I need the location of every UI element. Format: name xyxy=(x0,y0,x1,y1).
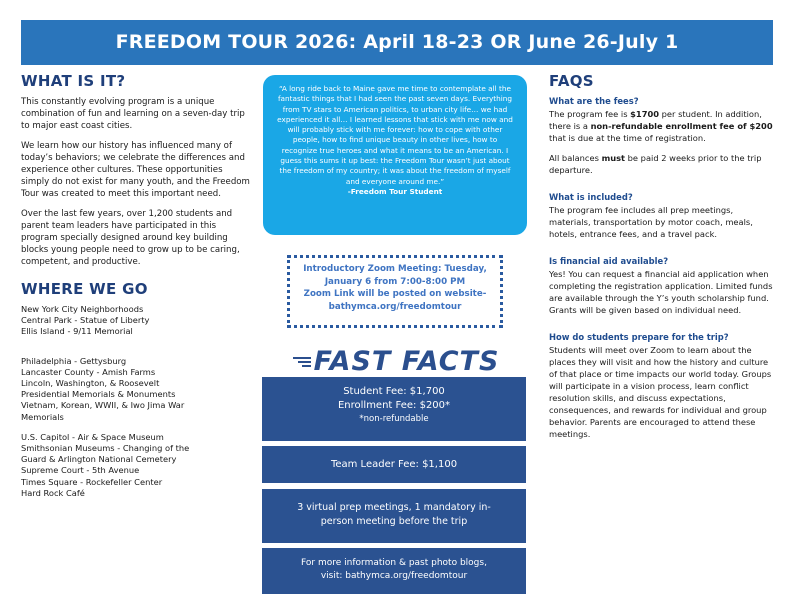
place-item: Hard Rock Café xyxy=(21,487,85,498)
place-item: New York City Neighborhoods xyxy=(21,304,144,314)
page-title: FREEDOM TOUR 2026: April 18-23 OR June 26-July 1 xyxy=(115,31,679,53)
meetings-fact-box xyxy=(262,489,526,543)
enrollment-fee: Enrollment Fee: $200* xyxy=(337,400,451,411)
place-item: Times Square - Rockefeller Center xyxy=(21,476,163,487)
speed-lines-icon xyxy=(293,356,311,366)
student-quote-author: -Freedom Tour Student xyxy=(347,186,443,196)
place-item: Supreme Court - 5th Avenue xyxy=(21,465,140,476)
zoom-meeting-box xyxy=(287,255,503,328)
info-link[interactable]: visit: bathymca.org/freedomtour xyxy=(320,571,468,581)
where-we-go-heading: WHERE WE GO xyxy=(21,280,148,298)
zoom-line-1: Introductory Zoom Meeting: Tuesday, xyxy=(303,264,487,274)
faq-answer-balances: All balances must be paid 2 weeks prior to the trip departure. xyxy=(549,153,762,175)
what-paragraph-3: Over the last few years, over 1,200 students and parent team leaders have participated in this program specially designed around key building blocks young people need to grow up to be caring, competent, and productive. xyxy=(21,209,240,267)
faq-question-included: What is included? xyxy=(549,192,633,202)
faq-question-fees: What are the fees? xyxy=(549,96,639,106)
zoom-line-2: January 6 from 7:00-8:00 PM xyxy=(324,276,466,287)
place-item: U.S. Capitol - Air & Space Museum xyxy=(21,431,164,442)
place-item: Ellis Island - 9/11 Memorial xyxy=(21,326,133,337)
student-quote-text: “A long ride back to Maine gave me time to contemplate all the fantastic things that I had seen the past seven days. Everything from TV stars to American politics, to urban city life… we had experienced it all… I learned lessons that stick with me now and will probably stick with me forever: how to cope with other people, how to find unique beauty in other lives, how to recognize true heroes and what it means to be an American. I guess this sums it up best: the Freedom Tour wasn’t just about the freedom of my country; it was about the freedom of myself and everyone around me.” xyxy=(277,84,513,186)
team-leader-fee: Team Leader Fee: $1,100 xyxy=(330,459,458,470)
faq-answer-financial-aid: Yes! You can request a financial aid application when completing the registration application. Limited funds are available through the Y’s youth scholarship fund. Grants will be given based on individual need. xyxy=(549,269,773,315)
title-banner xyxy=(21,20,773,65)
meetings-line-1: 3 virtual prep meetings, 1 mandatory in- xyxy=(297,502,491,513)
nonrefundable-note: *non-refundable xyxy=(359,414,429,424)
meetings-line-2: person meeting before the trip xyxy=(320,516,468,527)
faq-answer-included: The program fee includes all prep meetings, materials, transportation by motor coach, meals, hotels, entrance fees, and a travel pack. xyxy=(549,205,753,239)
place-item: Guard & Arlington National Cemetery xyxy=(21,454,177,465)
what-paragraph-1: This constantly evolving program is a unique combination of fun and learning on a seven-day trip to major east coast cities. xyxy=(21,97,245,131)
fast-facts-title xyxy=(285,346,507,376)
place-item: Lancaster County - Amish Farms xyxy=(21,366,156,377)
zoom-line-3: Zoom Link will be posted on website- xyxy=(303,289,487,299)
places-group-philadelphia xyxy=(21,356,251,423)
more-info-fact-box xyxy=(262,548,526,594)
team-leader-fact-box xyxy=(262,446,526,483)
faq-question-financial-aid: Is financial aid available? xyxy=(549,256,669,266)
fee-amount: $1700 xyxy=(630,109,660,119)
faq-answer-prepare: Students will meet over Zoom to learn about the places they will visit and how the history and culture of that place or time impacts our world today. Groups will participate in a vision process, learn conflict resolution skills, and discuss expectations, consequences, and rewards for individual and group behavior. Parents are encouraged to attend these meetings. xyxy=(549,345,772,439)
place-item: Vietnam, Korean, WWII, & Iwo Jima War xyxy=(21,400,185,411)
place-item: Presidential Memorials & Monuments xyxy=(21,389,176,400)
place-item: Philadelphia - Gettysburg xyxy=(21,355,127,366)
info-line-1: For more information & past photo blogs, xyxy=(301,558,487,568)
faq-question-prepare: How do students prepare for the trip? xyxy=(549,332,729,342)
enrollment-fee-note: non-refundable enrollment fee of $200 xyxy=(590,121,773,131)
fast-facts-heading: FAST FACTS xyxy=(313,345,500,377)
fees-fact-box xyxy=(262,377,526,441)
faqs-heading: FAQS xyxy=(549,72,594,90)
place-item: Lincoln, Washington, & Roosevelt xyxy=(21,378,160,389)
faq-column xyxy=(549,72,777,448)
zoom-link[interactable]: bathymca.org/freedomtour xyxy=(328,301,462,312)
place-item: Memorials xyxy=(21,411,64,422)
places-group-washington xyxy=(21,432,251,499)
faq-answer-fees: The program fee is $1700 per student. In addition, there is a non-refundable enrollment fee of $200 that is due at the time of registration. xyxy=(549,109,773,143)
what-is-it-heading: WHAT IS IT? xyxy=(21,72,126,90)
place-item: Smithsonian Museums - Changing of the xyxy=(21,443,190,454)
left-column xyxy=(21,72,251,508)
place-item: Central Park - Statue of Liberty xyxy=(21,315,150,326)
student-fee: Student Fee: $1,700 xyxy=(343,386,445,397)
what-paragraph-2: We learn how our history has influenced many of today’s behaviors; we celebrate the differences and experience other cultures. These opportunities simply do not exist for many youth, and the Freedom Tour was created to meet this important need. xyxy=(21,141,250,199)
student-quote-box xyxy=(263,75,527,235)
places-group-new-york xyxy=(21,304,251,338)
